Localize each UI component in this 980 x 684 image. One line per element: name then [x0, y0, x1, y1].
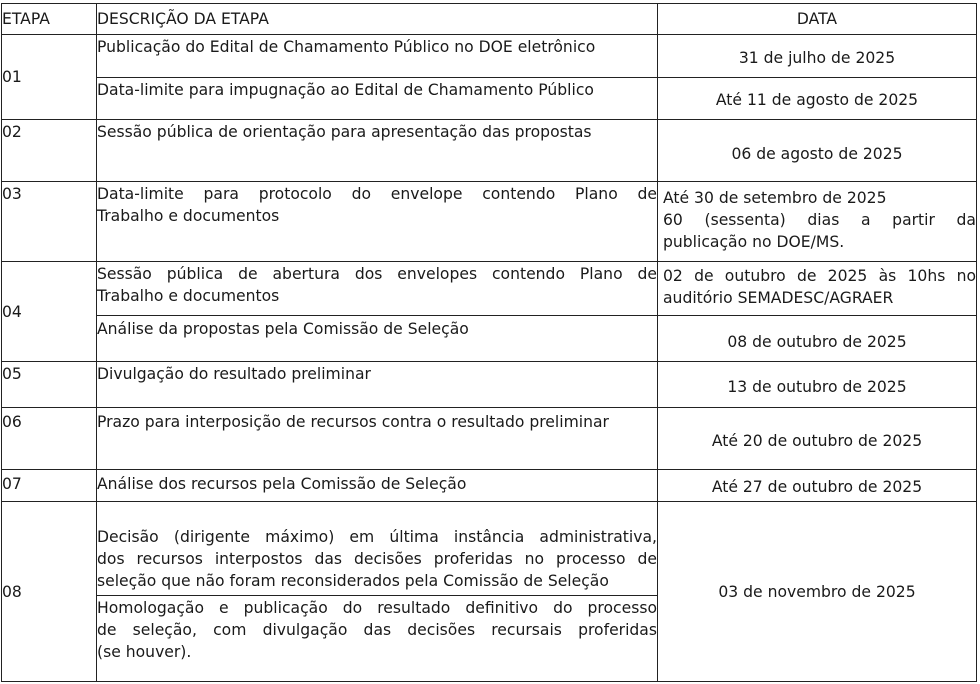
descricao-cell — [97, 362, 658, 408]
descricao-cell — [97, 78, 658, 120]
descricao-line: Data-limite para protocolo do envelope contendo Plano de — [97, 185, 657, 203]
descricao-cell — [97, 596, 658, 682]
etapa-cell: 04 — [2, 262, 97, 362]
descricao-text: Divulgação do resultado preliminar — [97, 365, 371, 383]
descricao-cell — [97, 120, 658, 182]
descricao-cell — [97, 262, 658, 316]
descricao-line: Homologação e publicação do resultado definitivo do processo — [97, 599, 657, 617]
descricao-cell — [97, 408, 658, 470]
table-row — [2, 362, 977, 408]
descricao-line: dos recursos interpostos das decisões proferidas no processo de — [97, 550, 657, 568]
etapa-cell: 02 — [2, 120, 97, 182]
descricao-cell — [97, 316, 658, 362]
data-line: 02 de outubro de 2025 às 10hs no — [663, 267, 976, 285]
descricao-text: Data-limite para impugnação ao Edital de Chamamento Público — [97, 81, 594, 99]
data-line: publicação no DOE/MS. — [663, 233, 845, 251]
data-cell: 31 de julho de 2025 — [658, 35, 977, 78]
descricao-text: Publicação do Edital de Chamamento Público no DOE eletrônico — [97, 38, 596, 56]
header-etapa: ETAPA — [2, 4, 97, 35]
descricao-cell — [97, 502, 658, 596]
data-cell: 06 de agosto de 2025 — [658, 120, 977, 182]
data-line: Até 30 de setembro de 2025 — [663, 189, 887, 207]
table-row — [2, 35, 977, 78]
table-row — [2, 120, 977, 182]
data-cell: Até 11 de agosto de 2025 — [658, 78, 977, 120]
data-cell: 08 de outubro de 2025 — [658, 316, 977, 362]
etapa-cell: 07 — [2, 470, 97, 502]
descricao-cell — [97, 182, 658, 262]
table-row — [2, 502, 977, 596]
etapa-cell: 06 — [2, 408, 97, 470]
data-cell — [658, 182, 977, 262]
header-data: DATA — [658, 4, 977, 35]
table-row — [2, 408, 977, 470]
descricao-line: Trabalho e documentos — [97, 287, 280, 305]
descricao-cell — [97, 35, 658, 78]
etapa-cell: 08 — [2, 502, 97, 682]
schedule-table — [1, 3, 977, 682]
header-descricao: DESCRIÇÃO DA ETAPA — [97, 4, 658, 35]
table-row — [2, 316, 977, 362]
header-row — [2, 4, 977, 35]
etapa-cell: 03 — [2, 182, 97, 262]
descricao-text: Sessão pública de orientação para apresentação das propostas — [97, 123, 592, 141]
data-cell: Até 27 de outubro de 2025 — [658, 470, 977, 502]
table-row — [2, 470, 977, 502]
descricao-text: Análise dos recursos pela Comissão de Seleção — [97, 475, 467, 493]
descricao-line: Trabalho e documentos — [97, 207, 280, 225]
descricao-cell — [97, 470, 658, 502]
table-row — [2, 262, 977, 316]
etapa-cell: 01 — [2, 35, 97, 120]
etapa-cell: 05 — [2, 362, 97, 408]
data-cell — [658, 262, 977, 316]
descricao-line: (se houver). — [97, 643, 192, 661]
data-cell: 13 de outubro de 2025 — [658, 362, 977, 408]
descricao-line: Decisão (dirigente máximo) em última instância administrativa, — [97, 528, 657, 546]
descricao-line: seleção que não foram reconsiderados pela Comissão de Seleção — [97, 572, 609, 590]
data-cell: 03 de novembro de 2025 — [658, 502, 977, 682]
data-line: auditório SEMADESC/AGRAER — [663, 289, 894, 307]
data-line: 60 (sessenta) dias a partir da — [663, 211, 976, 229]
descricao-line: de seleção, com divulgação das decisões recursais proferidas — [97, 621, 657, 639]
descricao-text: Prazo para interposição de recursos contra o resultado preliminar — [97, 413, 609, 431]
table-row — [2, 78, 977, 120]
descricao-text: Análise da propostas pela Comissão de Seleção — [97, 320, 469, 338]
table-row — [2, 182, 977, 262]
descricao-line: Sessão pública de abertura dos envelopes contendo Plano de — [97, 265, 657, 283]
data-cell: Até 20 de outubro de 2025 — [658, 408, 977, 470]
